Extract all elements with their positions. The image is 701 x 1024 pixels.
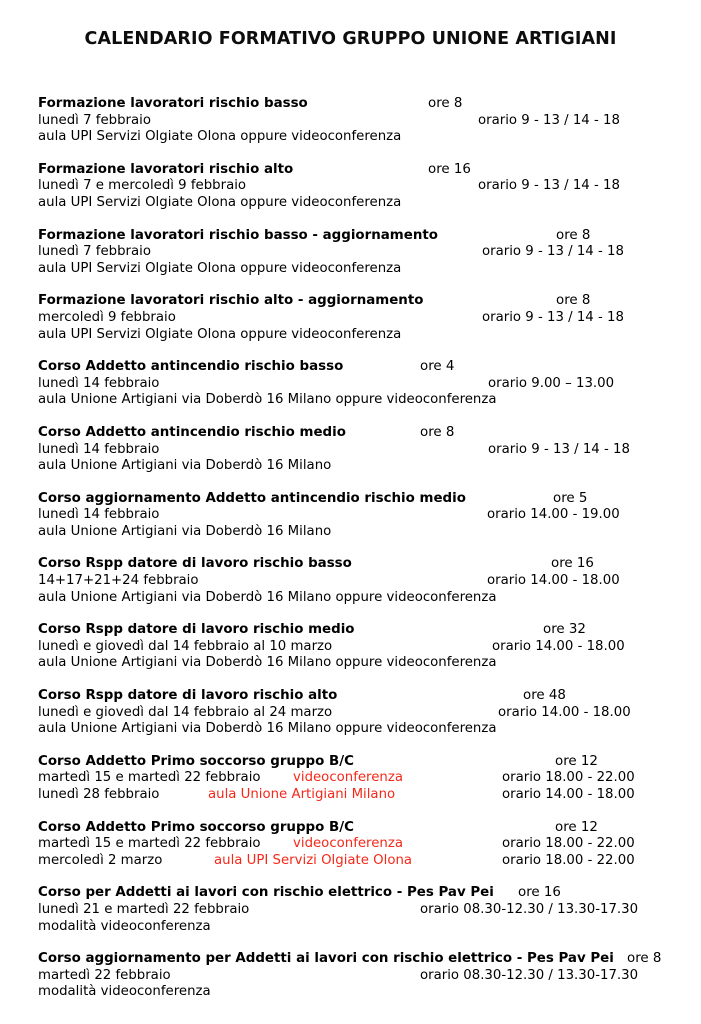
course-date-line	[38, 310, 683, 327]
course-location-line	[38, 195, 683, 212]
course-block	[38, 162, 683, 212]
course-date: lunedì 14 febbraio	[38, 507, 160, 523]
course-date: lunedì 28 febbraio	[38, 787, 160, 802]
course-list	[38, 96, 683, 1017]
course-block	[38, 293, 683, 343]
course-title-line	[38, 96, 683, 113]
course-date: martedì 15 e martedì 22 febbraio	[38, 836, 261, 852]
course-location: aula UPI Servizi Olgiate Olona oppure videoconferenza	[38, 194, 402, 210]
course-date-line	[38, 376, 683, 393]
course-schedule: orario 9 - 13 / 14 - 18	[478, 178, 620, 194]
course-location: aula Unione Artigiani via Doberdò 16 Milano oppure videoconferenza	[38, 655, 497, 671]
course-mode: aula UPI Servizi Olgiate Olona	[214, 852, 413, 868]
page-title: CALENDARIO FORMATIVO GRUPPO UNIONE ARTIGIANI	[84, 29, 617, 49]
course-hours: ore 12	[555, 753, 598, 769]
course-hours: ore 8	[627, 951, 662, 967]
course-hours: ore 48	[523, 688, 566, 704]
course-date: lunedì 14 febbraio	[38, 441, 160, 457]
course-title-line	[38, 228, 683, 245]
course-name: Corso aggiornamento per Addetti ai lavori con rischio elettrico - Pes Pav Pei	[38, 951, 614, 967]
course-name: Corso aggiornamento Addetto antincendio rischio medio	[38, 490, 466, 506]
course-location: aula UPI Servizi Olgiate Olona oppure videoconferenza	[38, 129, 402, 145]
course-title-line	[38, 951, 683, 968]
course-location-line	[38, 458, 683, 475]
course-date: mercoledì 2 marzo	[38, 852, 163, 868]
course-location: aula Unione Artigiani via Doberdò 16 Milano oppure videoconferenza	[38, 721, 497, 737]
course-location: aula Unione Artigiani via Doberdò 16 Milano	[38, 523, 332, 539]
course-date: lunedì 7 febbraio	[38, 112, 151, 128]
course-location-line	[38, 721, 683, 738]
course-title-line	[38, 491, 683, 508]
course-location: aula Unione Artigiani via Doberdò 16 Milano oppure videoconferenza	[38, 392, 497, 408]
course-schedule: orario 9 - 13 / 14 - 18	[478, 112, 620, 128]
course-date-line	[38, 244, 683, 261]
course-date: lunedì 21 e martedì 22 febbraio	[38, 901, 250, 917]
course-name: Formazione lavoratori rischio basso - aggiornamento	[38, 227, 438, 243]
course-date: mercoledì 9 febbraio	[38, 309, 176, 325]
course-block	[38, 754, 683, 804]
course-hours: ore 8	[556, 227, 591, 243]
course-date: lunedì e giovedì dal 14 febbraio al 24 marzo	[38, 704, 333, 720]
course-schedule: orario 14.00 - 19.00	[487, 507, 620, 523]
course-location-line	[38, 984, 683, 1001]
course-schedule: orario 08.30-12.30 / 13.30-17.30	[420, 967, 639, 983]
course-location-line	[38, 524, 683, 541]
course-name: Corso per Addetti ai lavori con rischio elettrico - Pes Pav Pei	[38, 885, 494, 901]
course-title-line	[38, 556, 683, 573]
course-title-line	[38, 425, 683, 442]
course-hours: ore 8	[428, 96, 463, 111]
course-date-line	[38, 968, 683, 985]
course-hours: ore 5	[553, 490, 588, 506]
course-name: Corso Addetto antincendio rischio medio	[38, 424, 346, 440]
course-title-line	[38, 359, 683, 376]
course-schedule: orario 18.00 - 22.00	[502, 852, 635, 868]
course-block	[38, 951, 683, 1001]
course-location: aula Unione Artigiani via Doberdò 16 Milano oppure videoconferenza	[38, 589, 497, 605]
course-name: Corso Rspp datore di lavoro rischio alto	[38, 688, 338, 704]
course-date-line	[38, 705, 683, 722]
course-date: 14+17+21+24 febbraio	[38, 573, 199, 589]
course-date-line	[38, 770, 683, 787]
course-title-line	[38, 622, 683, 639]
course-mode: videoconferenza	[293, 770, 403, 786]
course-hours: ore 8	[556, 293, 591, 309]
course-date: lunedì 7 e mercoledì 9 febbraio	[38, 178, 247, 194]
course-schedule: orario 14.00 - 18.00	[498, 704, 631, 720]
course-schedule: orario 14.00 - 18.00	[487, 573, 620, 589]
course-hours: ore 4	[420, 359, 455, 375]
course-date: lunedì 7 febbraio	[38, 244, 151, 260]
course-title-line	[38, 688, 683, 705]
course-schedule: orario 9 - 13 / 14 - 18	[482, 309, 624, 325]
course-schedule: orario 14.00 - 18.00	[502, 787, 635, 802]
course-hours: ore 16	[551, 556, 594, 572]
course-date: martedì 15 e martedì 22 febbraio	[38, 770, 261, 786]
course-block	[38, 556, 683, 606]
course-date-line	[38, 639, 683, 656]
course-location: modalità videoconferenza	[38, 918, 211, 934]
course-date-line	[38, 507, 683, 524]
course-block	[38, 359, 683, 409]
course-schedule: orario 9 - 13 / 14 - 18	[488, 441, 630, 457]
course-title-line	[38, 820, 683, 837]
course-date-line	[38, 902, 683, 919]
course-date-line-secondary	[38, 787, 683, 804]
course-mode: aula Unione Artigiani Milano	[208, 787, 396, 802]
course-date-line-secondary	[38, 853, 683, 870]
course-name: Formazione lavoratori rischio alto - aggiornamento	[38, 293, 424, 309]
course-schedule: orario 9 - 13 / 14 - 18	[482, 244, 624, 260]
course-location: aula UPI Servizi Olgiate Olona oppure videoconferenza	[38, 326, 402, 342]
course-title-line	[38, 754, 683, 771]
course-location: aula UPI Servizi Olgiate Olona oppure videoconferenza	[38, 260, 402, 276]
course-location-line	[38, 590, 683, 607]
course-block	[38, 820, 683, 870]
course-date-line	[38, 836, 683, 853]
course-date: lunedì 14 febbraio	[38, 375, 160, 391]
course-block	[38, 96, 683, 146]
course-title-line	[38, 885, 683, 902]
course-block	[38, 228, 683, 278]
course-date-line	[38, 113, 683, 130]
course-location-line	[38, 392, 683, 409]
course-name: Corso Addetto antincendio rischio basso	[38, 359, 344, 375]
course-block	[38, 622, 683, 672]
course-date-line	[38, 178, 683, 195]
course-name: Formazione lavoratori rischio basso	[38, 96, 308, 111]
course-title-line	[38, 293, 683, 310]
course-name: Formazione lavoratori rischio alto	[38, 161, 294, 177]
course-name: Corso Rspp datore di lavoro rischio medio	[38, 622, 355, 638]
course-schedule: orario 18.00 - 22.00	[502, 836, 635, 852]
course-block	[38, 425, 683, 475]
course-location-line	[38, 919, 683, 936]
course-block	[38, 491, 683, 541]
course-date-line	[38, 442, 683, 459]
course-hours: ore 16	[518, 885, 561, 901]
course-schedule: orario 08.30-12.30 / 13.30-17.30	[420, 901, 639, 917]
course-date: lunedì e giovedì dal 14 febbraio al 10 marzo	[38, 638, 333, 654]
course-name: Corso Rspp datore di lavoro rischio basso	[38, 556, 352, 572]
course-location-line	[38, 655, 683, 672]
course-location: modalità videoconferenza	[38, 984, 211, 1000]
course-schedule: orario 18.00 - 22.00	[502, 770, 635, 786]
course-hours: ore 12	[555, 819, 598, 835]
course-location-line	[38, 327, 683, 344]
course-schedule: orario 14.00 - 18.00	[492, 638, 625, 654]
course-location-line	[38, 261, 683, 278]
course-title-line	[38, 162, 683, 179]
course-schedule: orario 9.00 – 13.00	[488, 375, 615, 391]
course-block	[38, 688, 683, 738]
course-hours: ore 16	[428, 161, 471, 177]
course-hours: ore 32	[543, 622, 586, 638]
course-date: martedì 22 febbraio	[38, 967, 171, 983]
course-location-line	[38, 129, 683, 146]
course-block	[38, 885, 683, 935]
course-name: Corso Addetto Primo soccorso gruppo B/C	[38, 819, 354, 835]
course-date-line	[38, 573, 683, 590]
course-mode: videoconferenza	[293, 836, 403, 852]
course-hours: ore 8	[420, 424, 455, 440]
course-name: Corso Addetto Primo soccorso gruppo B/C	[38, 753, 354, 769]
course-location: aula Unione Artigiani via Doberdò 16 Milano	[38, 458, 332, 474]
